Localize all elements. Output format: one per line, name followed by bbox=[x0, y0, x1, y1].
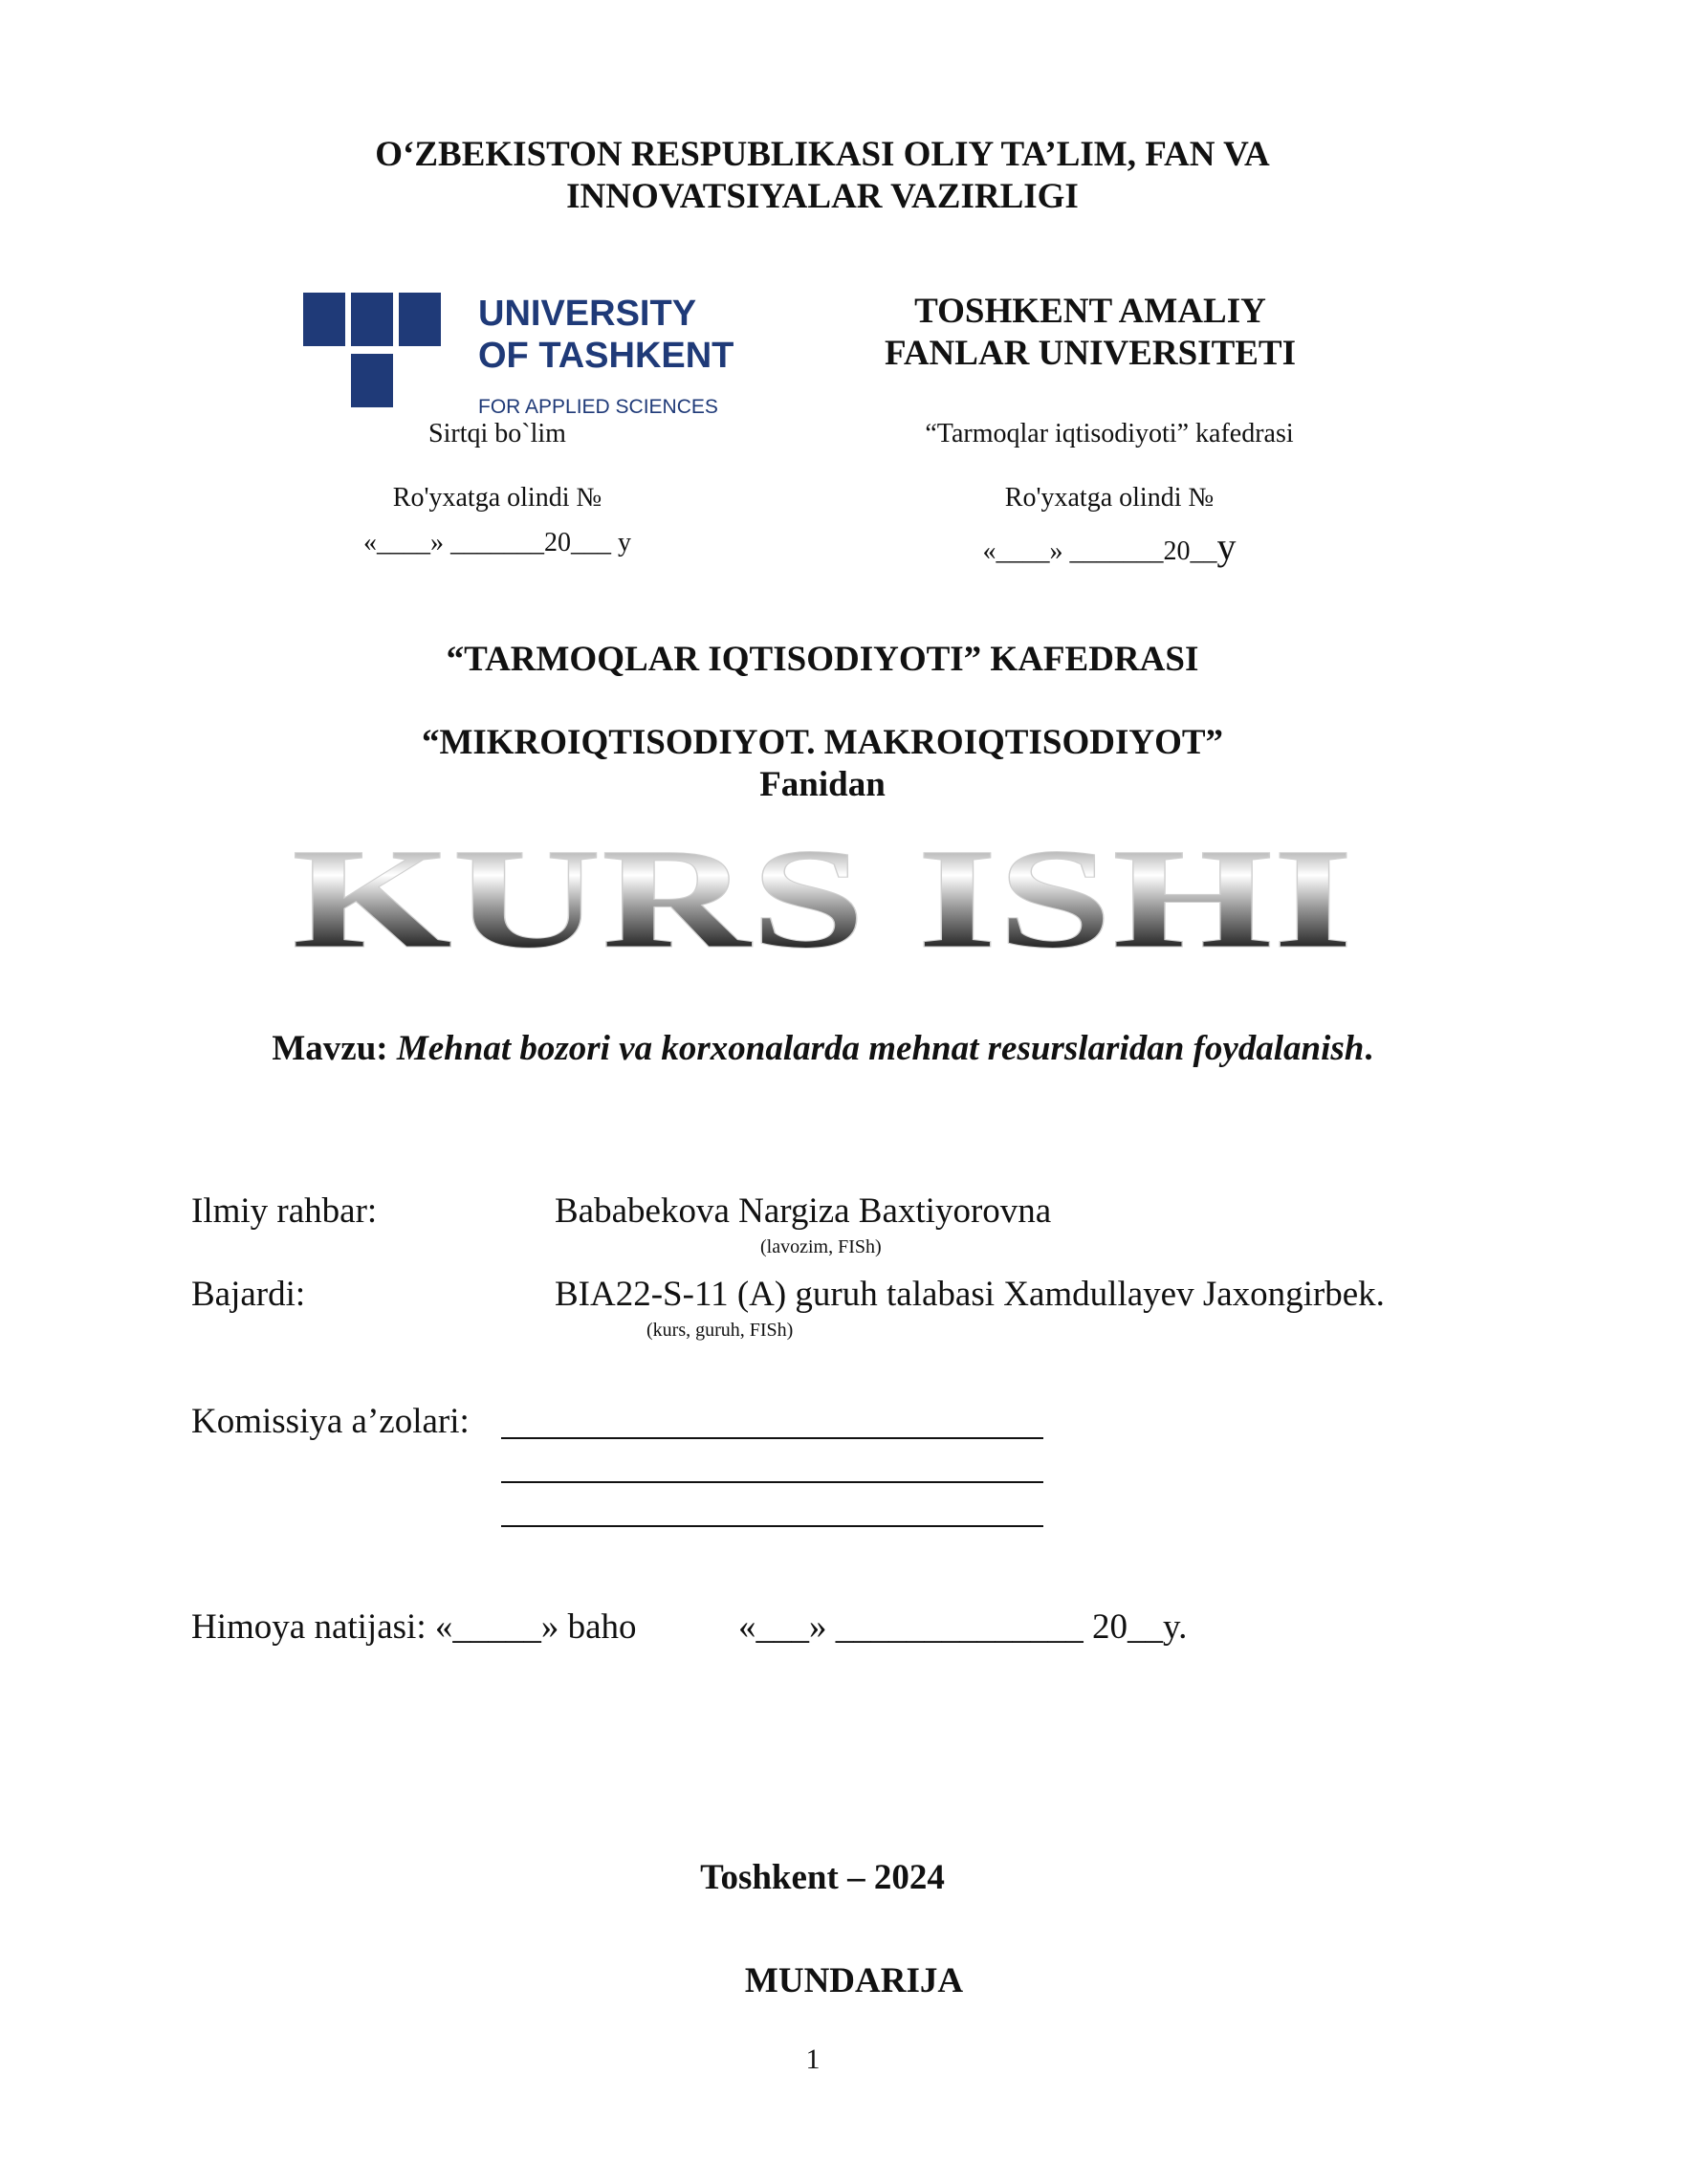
svg-text:FOR APPLIED SCIENCES: FOR APPLIED SCIENCES bbox=[478, 396, 718, 418]
subject-line-1: “MIKROIQTISODIYOT. MAKROIQTISODIYOT” bbox=[421, 723, 1224, 762]
defense-date: «___» ______________ 20__y. bbox=[738, 1607, 1188, 1647]
topic bbox=[0, 1028, 1645, 1069]
kurs-ishi-wordart bbox=[287, 819, 1358, 978]
topic-end: . bbox=[1364, 1029, 1373, 1068]
supervisor-value: Bababekova Nargiza Baxtiyorovna bbox=[555, 1191, 1052, 1231]
topic-text: Mehnat bozori va korxonalarda mehnat resurslaridan foydalanish bbox=[396, 1029, 1365, 1068]
university-name-line-1: TOSHKENT AMALIY bbox=[914, 292, 1266, 331]
contents-heading: MUNDARIJA bbox=[744, 1961, 964, 2000]
university-logo bbox=[301, 291, 734, 425]
left-registered: Ro'yxatga olindi № bbox=[392, 483, 602, 513]
performer-hint: (kurs, guruh, FISh) bbox=[646, 1320, 794, 1341]
defense-label: Himoya natijasi: «_____» baho bbox=[191, 1607, 637, 1647]
university-name bbox=[842, 291, 1339, 375]
left-department: Sirtqi bo`lim bbox=[428, 419, 566, 448]
supervisor-hint: (lavozim, FISh) bbox=[760, 1236, 882, 1257]
svg-text:UNIVERSITY: UNIVERSITY bbox=[478, 294, 697, 334]
university-logo-icon bbox=[301, 291, 734, 425]
subject-line-2: Fanidan bbox=[759, 765, 886, 804]
right-department: “Tarmoqlar iqtisodiyoti” kafedrasi bbox=[925, 419, 1294, 448]
page-number: 1 bbox=[805, 2043, 821, 2075]
right-date-suffix: y bbox=[1216, 525, 1237, 568]
kurs-ishi-text: KURS ISHI bbox=[292, 819, 1353, 978]
right-date bbox=[861, 524, 1358, 569]
ministry-line-1: O‘ZBEKISTON RESPUBLIKASI OLIY TA’LIM, FAN VA bbox=[375, 135, 1270, 174]
performer-value: BIA22-S-11 (A) guruh talabasi Xamdullayev Jaxongirbek. bbox=[555, 1275, 1385, 1314]
subject-title bbox=[0, 722, 1645, 806]
commission-label: Komissiya a’zolari: bbox=[191, 1402, 470, 1441]
kafedra-title: “TARMOQLAR IQTISODIYOTI” KAFEDRASI bbox=[446, 640, 1199, 679]
svg-text:OF TASHKENT: OF TASHKENT bbox=[478, 336, 734, 376]
topic-label: Mavzu: bbox=[272, 1029, 388, 1068]
right-registered: Ro'yxatga olindi № bbox=[1004, 483, 1215, 513]
city-year: Toshkent – 2024 bbox=[700, 1858, 945, 1897]
performer-label: Bajardi: bbox=[191, 1275, 306, 1314]
kurs-ishi-banner bbox=[287, 819, 1358, 978]
commission-line-3 bbox=[501, 1494, 1043, 1527]
commission-line-2 bbox=[501, 1450, 1043, 1483]
commission-line-1 bbox=[501, 1406, 1043, 1439]
supervisor-label: Ilmiy rahbar: bbox=[191, 1191, 378, 1231]
ministry-line-2: INNOVATSIYALAR VAZIRLIGI bbox=[566, 177, 1079, 216]
ministry-title bbox=[0, 134, 1645, 218]
university-name-line-2: FANLAR UNIVERSITETI bbox=[884, 334, 1297, 373]
right-date-prefix: «____» _______20__ bbox=[982, 536, 1217, 566]
left-date: «____» _______20___ y bbox=[363, 528, 631, 557]
